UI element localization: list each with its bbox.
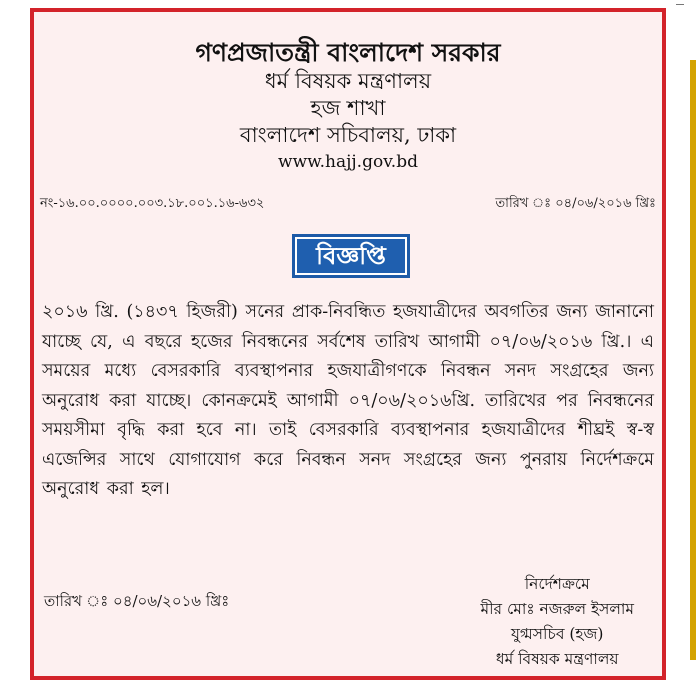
notice-body: ২০১৬ খ্রি. (১৪৩৭ হিজরী) সনের প্রাক-নিবন্ধিত হজযাত্রীদের অবগতির জন্য জানানো যাচ্ছে যে, এ বছরে হজের নিবন্ধনের সর্বশেষ তারিখ আগামী ০৭/০৬/২০১৬ খ্রি.। এ সময়ের মধ্যে বেসরকারি ব্যবস্থাপনার হজযাত্রীগণকে নিবন্ধন সনদ সংগ্রহের জন্য অনুরোধ করা যাচ্ছে। কোনক্রমেই আগামী ০৭/০৬/২০১৬খ্রি. তারিখের পর নিবন্ধনের সময়সীমা বৃদ্ধি করা হবে না। তাই বেসরকারি ব্যবস্থাপনার হজযাত্রীদের শীঘ্রই স্ব-স্ব এজেন্সির সাথে যোগাযোগ করে নিবন্ধন সনদ সংগ্রহের জন্য পুনরায় নির্দেশক্রমে অনুরোধ করা হল। — [42, 302, 654, 499]
government-title: গণপ্রজাতন্ত্রী বাংলাদেশ সরকার — [195, 38, 501, 67]
notice-frame — [30, 8, 666, 680]
signature-block — [480, 572, 634, 672]
page-corner-mark — [676, 0, 684, 5]
signatory-title: যুগ্মসচিব (হজ) — [510, 625, 604, 643]
notice-heading-badge — [292, 234, 410, 278]
notice-content — [34, 12, 662, 676]
memo-date: তারিখ ঃ ০৪/০৬/২০১৬ খ্রিঃ — [495, 196, 656, 211]
order-line: নির্দেশক্রমে — [524, 575, 590, 593]
notice-heading: বিজ্ঞপ্তি — [297, 239, 405, 273]
header — [34, 38, 662, 175]
memo-number: নং-১৬.০০.০০০০.০০৩.১৮.০০১.১৬-৬৩২ — [40, 196, 265, 211]
footer-date: তারিখ ঃ ০৪/০৬/২০১৬ খ্রিঃ — [44, 592, 230, 610]
branch-name: হজ শাখা — [310, 96, 386, 120]
ministry-name: ধর্ম বিষয়ক মন্ত্রণালয় — [264, 69, 432, 93]
website-link[interactable]: www.hajj.gov.bd — [278, 152, 418, 172]
signatory-office: ধর্ম বিষয়ক মন্ত্রণালয় — [495, 650, 619, 668]
edge-strip — [690, 60, 696, 660]
signatory-name: মীর মোঃ নজরুল ইসলাম — [480, 600, 634, 618]
office-location: বাংলাদেশ সচিবালয়, ঢাকা — [239, 123, 457, 147]
